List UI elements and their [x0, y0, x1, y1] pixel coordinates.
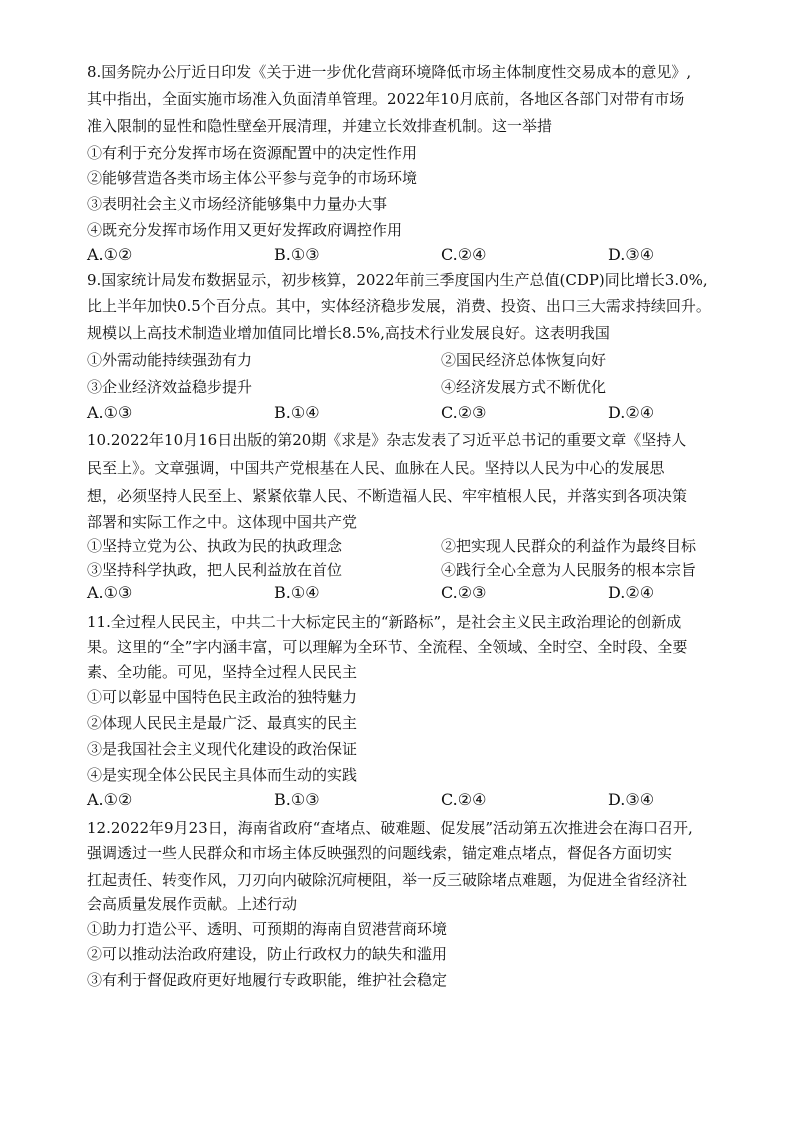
question-10-option-a[interactable]: A.①③: [87, 583, 133, 602]
question-9-option-c[interactable]: C.②③: [441, 403, 487, 422]
question-12-stem-line-1: 12.2022年9月23日，海南省政府“查堵点、破难题、促发展”活动第五次推进会在海口召开,: [87, 819, 693, 837]
question-10-stem-line-1: 10.2022年10月16日出版的第20期《求是》杂志发表了习近平总书记的重要文章《坚持人: [87, 431, 687, 449]
question-8-stem-line-3: 准入限制的显性和隐性壁垒开展清理，并建立长效排查机制。这一举措: [87, 117, 553, 135]
question-9-option-a[interactable]: A.①③: [87, 403, 133, 422]
question-9-statement-4: ④经济发展方式不断优化: [441, 378, 607, 396]
question-11-stem-line-3: 素、全功能。可见，坚持全过程人民民主: [87, 663, 358, 681]
question-10-statement-4: ④践行全心全意为人民服务的根本宗旨: [441, 561, 697, 579]
question-10-statement-2: ②把实现人民群众的利益作为最终目标: [441, 537, 697, 555]
question-10-stem-line-2: 民至上》。文章强调，中国共产党根基在人民、血脉在人民。坚持以人民为中心的发展思: [87, 459, 665, 477]
question-9-statement-1: ①外需动能持续强劲有力: [87, 351, 253, 369]
question-8-statement-1: ①有利于充分发挥市场在资源配置中的决定性作用: [87, 144, 418, 162]
question-12-stem-line-4: 会高质量发展作贡献。上述行动: [87, 895, 298, 913]
question-11-statement-2: ②体现人民民主是最广泛、最真实的民主: [87, 714, 358, 732]
question-11-option-a[interactable]: A.①②: [87, 790, 133, 809]
question-10-option-c[interactable]: C.②③: [441, 583, 487, 602]
question-11-option-b[interactable]: B.①③: [274, 790, 320, 809]
question-10-stem-line-4: 部署和实际工作之中。这体现中国共产党: [87, 513, 358, 531]
question-8-statement-2: ②能够营造各类市场主体公平参与竞争的市场环境: [87, 169, 418, 187]
question-8-option-a[interactable]: A.①②: [87, 245, 133, 264]
question-8-stem-line-2: 其中指出，全面实施市场准入负面清单管理。2022年10月底前，各地区各部门对带有市场: [87, 90, 685, 108]
question-12-stem-line-2: 强调透过一些人民群众和市场主体反映强烈的问题线索，锚定难点堵点，督促各方面切实: [87, 844, 673, 862]
question-10-statement-3: ③坚持科学执政，把人民利益放在首位: [87, 561, 343, 579]
question-9-statement-3: ③企业经济效益稳步提升: [87, 378, 253, 396]
question-8-statement-4: ④既充分发挥市场作用又更好发挥政府调控作用: [87, 221, 403, 239]
question-12-stem-line-3: 扛起责任、转变作风，刀刃向内破除沉疴梗阻，举一反三破除堵点难题，为促进全省经济社: [87, 871, 688, 889]
question-12-statement-3: ③有利于督促政府更好地履行专政职能，维护社会稳定: [87, 971, 448, 989]
question-11-statement-1: ①可以彰显中国特色民主政治的独特魅力: [87, 688, 358, 706]
question-11-stem-line-1: 11.全过程人民民主，中共二十大标定民主的“新路标”，是社会主义民主政治理论的创新成: [87, 613, 682, 631]
question-10-option-d[interactable]: D.②④: [608, 583, 655, 602]
question-10-statement-1: ①坚持立党为公、执政为民的执政理念: [87, 537, 343, 555]
question-9-option-b[interactable]: B.①④: [274, 403, 320, 422]
question-9-stem-line-1: 9.国家统计局发布数据显示，初步核算，2022年前三季度国内生产总值(CDP)同比增长3.0%,: [87, 271, 708, 289]
question-11-statement-3: ③是我国社会主义现代化建设的政治保证: [87, 740, 358, 758]
question-11-stem-line-2: 果。这里的“全”字内涵丰富，可以理解为全环节、全流程、全领域、全时空、全时段、全要: [87, 638, 688, 656]
question-8-stem-line-1: 8.国务院办公厅近日印发《关于进一步优化营商环境降低市场主体制度性交易成本的意见》,: [87, 63, 692, 81]
question-9-stem-line-3: 规模以上高技术制造业增加值同比增长8.5%,高技术行业发展良好。这表明我国: [87, 324, 610, 342]
question-8-option-d[interactable]: D.③④: [608, 245, 655, 264]
question-9-stem-line-2: 比上半年加快0.5个百分点。其中，实体经济稳步发展，消费、投资、出口三大需求持续回升。: [87, 297, 711, 315]
question-10-option-b[interactable]: B.①④: [274, 583, 320, 602]
question-12-statement-1: ①助力打造公平、透明、可预期的海南自贸港营商环境: [87, 920, 448, 938]
question-9-statement-2: ②国民经济总体恢复向好: [441, 351, 607, 369]
question-10-stem-line-3: 想，必须坚持人民至上、紧紧依靠人民、不断造福人民、牢牢植根人民，并落实到各项决策: [87, 487, 688, 505]
question-11-option-d[interactable]: D.③④: [608, 790, 655, 809]
question-9-option-d[interactable]: D.②④: [608, 403, 655, 422]
question-8-statement-3: ③表明社会主义市场经济能够集中力量办大事: [87, 195, 388, 213]
question-11-statement-4: ④是实现全体公民民主具体而生动的实践: [87, 766, 358, 784]
question-12-statement-2: ②可以推动法治政府建设，防止行政权力的缺失和滥用: [87, 945, 448, 963]
question-8-option-c[interactable]: C.②④: [441, 245, 487, 264]
question-8-option-b[interactable]: B.①③: [274, 245, 320, 264]
question-11-option-c[interactable]: C.②④: [441, 790, 487, 809]
